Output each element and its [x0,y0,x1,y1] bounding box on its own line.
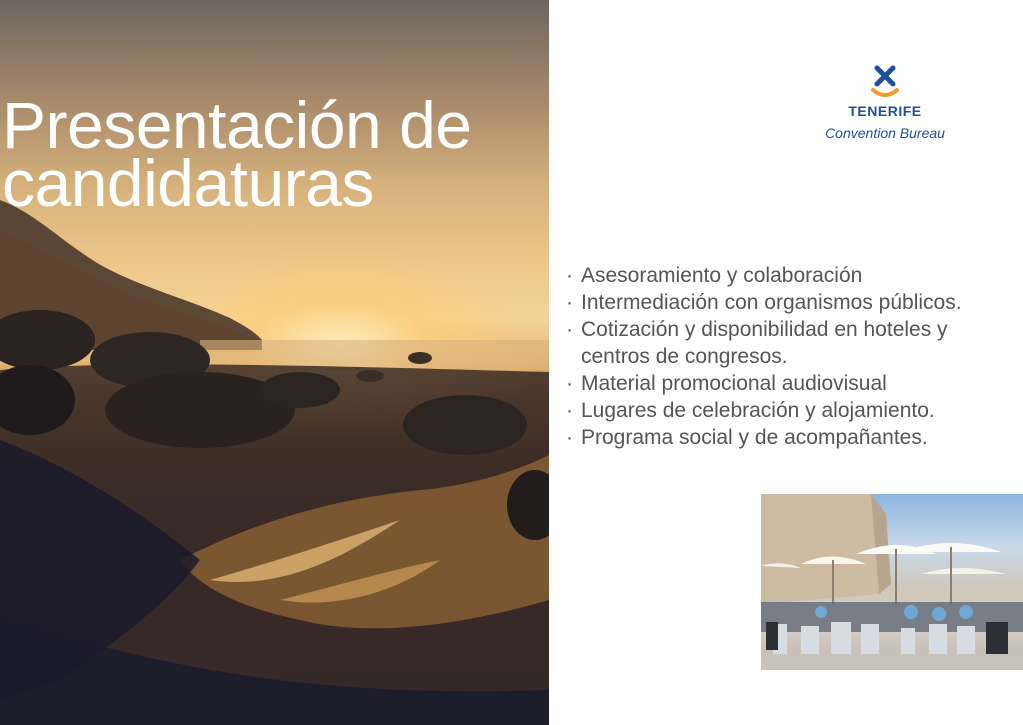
list-item [566,289,966,316]
list-item-text: Asesoramiento y colaboración [581,264,863,287]
bullet-marker: · [566,399,573,422]
outdoor-event-illustration [761,494,1023,670]
list-item [566,397,966,424]
bullet-marker: · [566,291,573,314]
logo-subtitle: Convention Bureau [825,125,945,141]
list-item [566,262,966,289]
bullet-marker: · [566,264,573,287]
tenerife-logo [815,62,955,146]
page-title: Presentación de candidaturas [2,88,472,220]
list-item-text: Cotización y disponibilidad en hoteles y centros de congresos. [581,318,948,368]
tenerife-x-smile-icon [815,62,955,102]
services-list [566,262,966,451]
list-item [566,370,966,397]
list-item-text: Programa social y de acompañantes. [581,426,928,449]
list-item-text: Lugares de celebración y alojamiento. [581,399,935,422]
list-item-text: Intermediación con organismos públicos. [581,291,962,314]
list-item [566,424,966,451]
bullet-marker: · [566,426,573,449]
list-item-text: Material promocional audiovisual [581,372,887,395]
bullet-marker: · [566,318,573,341]
bullet-marker: · [566,372,573,395]
logo-brand-text: TENERIFE [848,103,922,119]
list-item [566,316,966,370]
event-photo [761,494,1023,670]
